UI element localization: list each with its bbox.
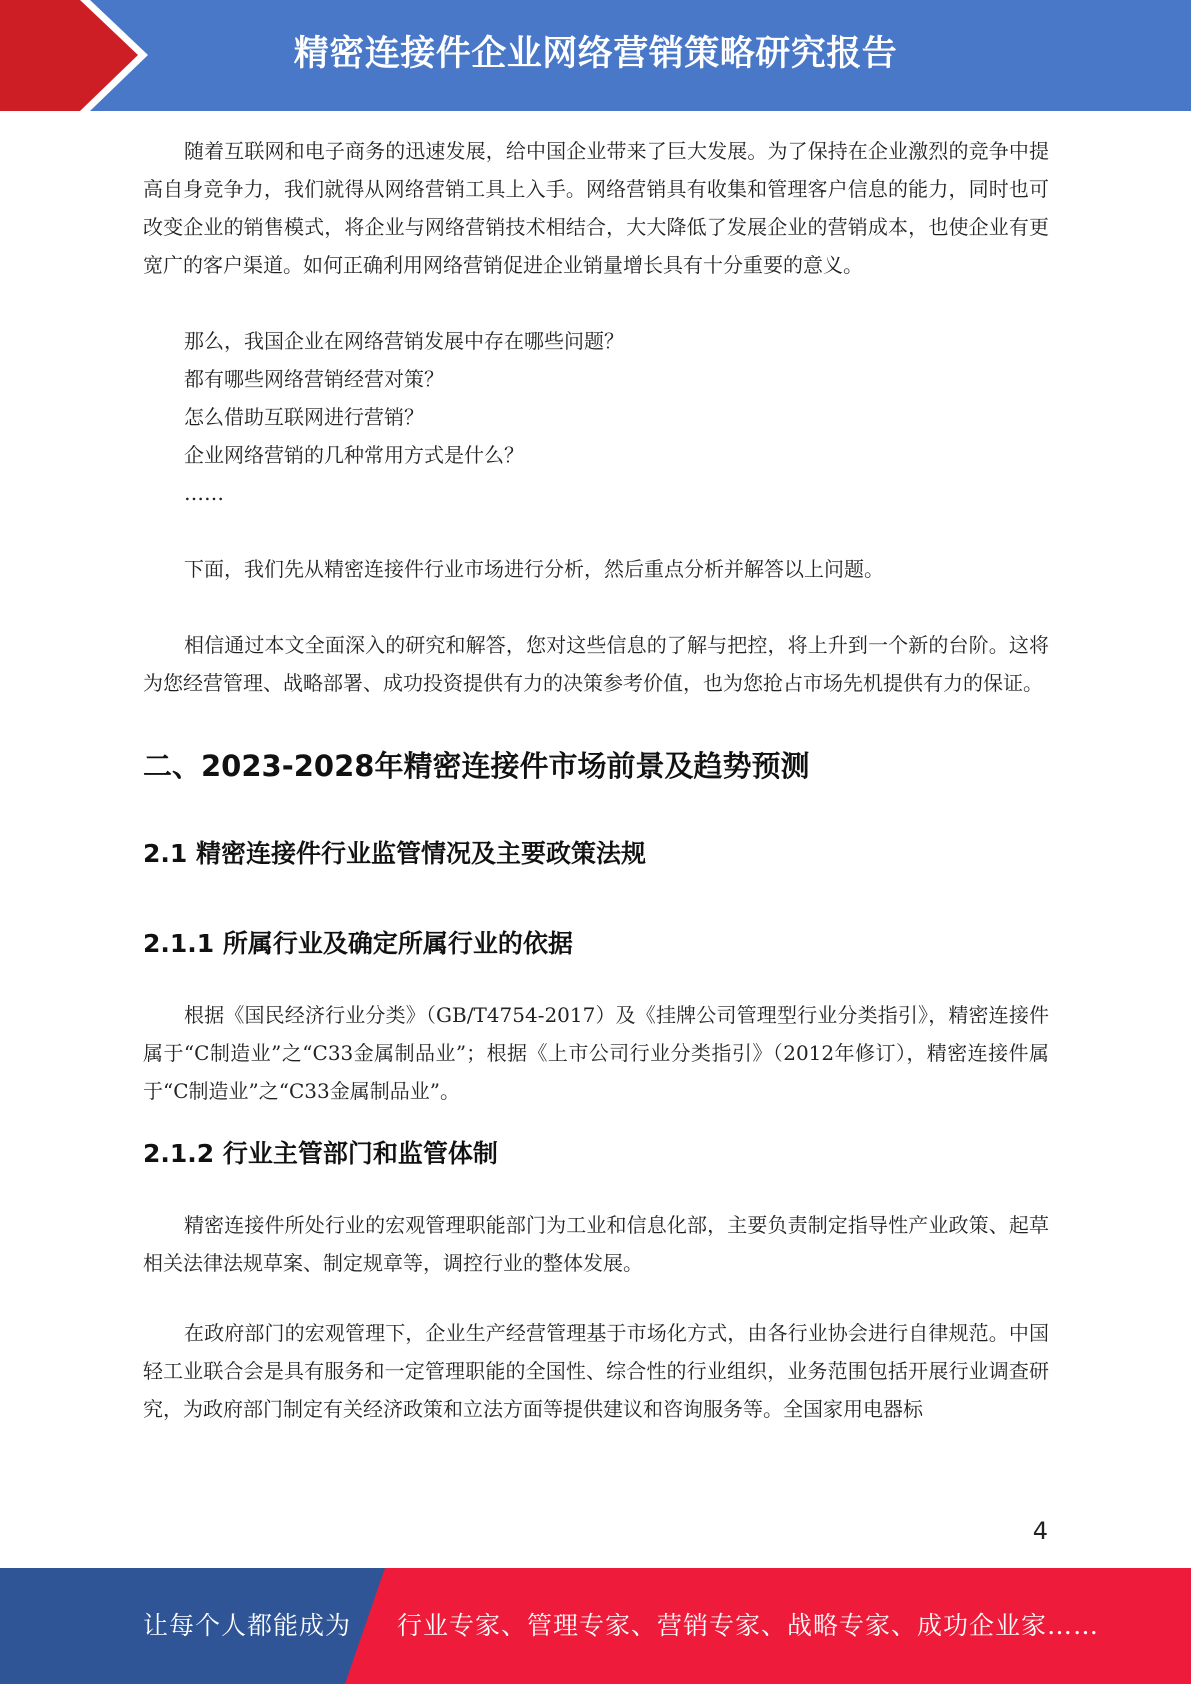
question-item: 企业网络营销的几种常用方式是什么？ <box>184 443 524 467</box>
question-item: 那么，我国企业在网络营销发展中存在哪些问题？ <box>184 329 624 353</box>
next-paragraph: 下面，我们先从精密连接件行业市场进行分析，然后重点分析并解答以上问题。 <box>184 557 884 581</box>
question-list <box>143 322 1049 512</box>
section-2-1-2-heading: 2.1.2 行业主管部门和监管体制 <box>143 1139 498 1168</box>
footer-slogan-left: 让每个人都能成为 <box>143 1611 352 1640</box>
report-title: 精密连接件企业网络营销策略研究报告 <box>293 34 898 74</box>
question-item: 都有哪些网络营销经营对策？ <box>184 367 444 391</box>
section-2-1-2-paragraph-b: 在政府部门的宏观管理下，企业生产经营管理基于市场化方式，由各行业协会进行自律规范。中国轻工业联合会是具有服务和一定管理职能的全国性、综合性的行业组织，业务范围包括开展行业调查研究，为政府部门制定有关经济政策和立法方面等提供建议和咨询服务等。全国家用电器标 <box>143 1321 1049 1421</box>
section-2-heading: 二、2023-2028年精密连接件市场前景及趋势预测 <box>143 749 810 783</box>
question-item: 怎么借助互联网进行营销？ <box>184 405 424 429</box>
document-body <box>143 132 1049 1428</box>
section-2-1-1-heading: 2.1.1 所属行业及确定所属行业的依据 <box>143 929 573 958</box>
section-2-1-2-paragraph-a: 精密连接件所处行业的宏观管理职能部门为工业和信息化部，主要负责制定指导性产业政策、起草相关法律法规草案、制定规章等，调控行业的整体发展。 <box>143 1213 1049 1275</box>
footer-slogan-right: 行业专家、管理专家、营销专家、战略专家、成功企业家…… <box>397 1611 1100 1640</box>
section-2-1-1-paragraph: 根据《国民经济行业分类》（GB/T4754-2017）及《挂牌公司管理型行业分类指引》，精密连接件属于“C制造业”之“C33金属制品业”；根据《上市公司行业分类指引》（2012年修订），精密连接件属于“C制造业”之“C33金属制品业”。 <box>143 1003 1049 1103</box>
trust-paragraph: 相信通过本文全面深入的研究和解答，您对这些信息的了解与把控，将上升到一个新的台阶。这将为您经营管理、战略部署、成功投资提供有力的决策参考价值，也为您抢占市场先机提供有力的保证。 <box>143 633 1049 695</box>
intro-paragraph: 随着互联网和电子商务的迅速发展，给中国企业带来了巨大发展。为了保持在企业激烈的竞争中提高自身竞争力，我们就得从网络营销工具上入手。网络营销具有收集和管理客户信息的能力，同时也可改变企业的销售模式，将企业与网络营销技术相结合，大大降低了发展企业的营销成本，也使企业有更宽广的客户渠道。如何正确利用网络营销促进企业销量增长具有十分重要的意义。 <box>143 139 1049 277</box>
page-footer <box>0 1568 1191 1684</box>
question-item: …… <box>184 481 224 505</box>
header-chevron-decoration <box>0 0 160 111</box>
section-2-1-heading: 2.1 精密连接件行业监管情况及主要政策法规 <box>143 839 646 868</box>
page-number: 4 <box>1032 1517 1048 1545</box>
page-header <box>0 0 1191 111</box>
